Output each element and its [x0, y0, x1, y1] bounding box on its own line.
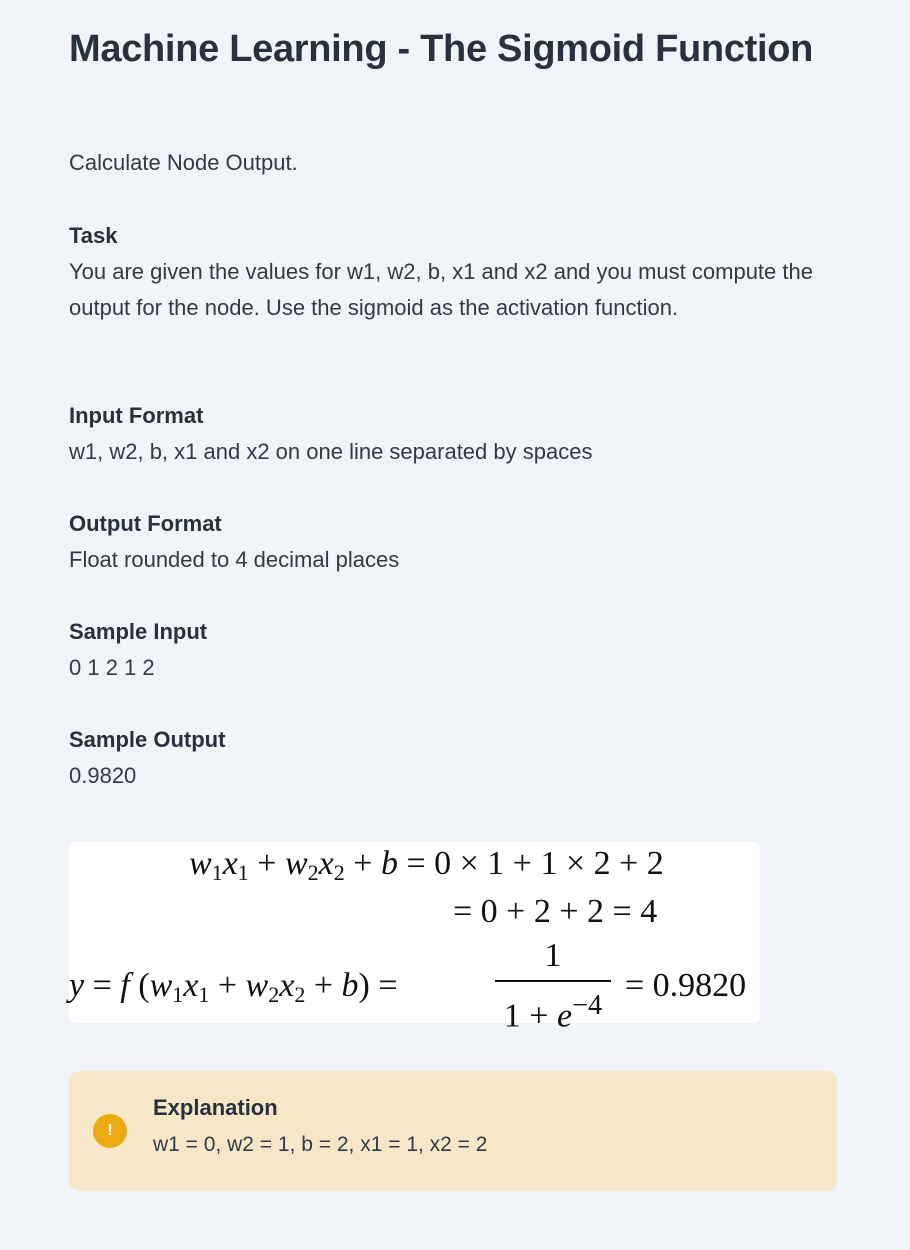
formula-image: [69, 842, 760, 1035]
output-format-body: Float rounded to 4 decimal places: [69, 547, 400, 572]
sigmoid-fraction: [495, 936, 611, 1036]
sample-output-section: [69, 722, 829, 794]
sample-input-body: 0 1 2 1 2: [69, 655, 155, 680]
sample-output-heading: Sample Output: [69, 727, 226, 752]
fraction-numerator: 1: [544, 937, 562, 974]
fraction-bar: [495, 980, 611, 982]
exclamation-icon: !: [93, 1114, 127, 1148]
input-format-body: w1, w2, b, x1 and x2 on one line separated by spaces: [69, 439, 593, 464]
callout-text: w1 = 0, w2 = 1, b = 2, x1 = 1, x2 = 2: [153, 1133, 488, 1156]
output-format-heading: Output Format: [69, 511, 222, 536]
formula-line-1: $w_1x_1 + w_2x_2 + b = 0 \times 1 + 1 \times 2 + 2$: [189, 845, 664, 885]
page-title: Machine Learning - The Sigmoid Function: [69, 28, 814, 70]
task-heading: Task: [69, 223, 118, 248]
sample-output-body: 0.9820: [69, 763, 137, 788]
fraction-denominator: $1 + e^{-4}$: [503, 990, 603, 1035]
formula-line-2: = 0 + 2 + 2 = 4: [453, 893, 658, 930]
sample-input-section: [69, 614, 829, 686]
task-section: [69, 218, 829, 326]
formula-line-3-lhs: y = f $(w_1x_1 + w_2x_2 + b)$ =: [69, 967, 398, 1007]
output-format-section: [69, 506, 829, 578]
fraction-exponent: −4: [572, 990, 603, 1021]
formula-line-1-rhs: = 0 × 1 + 1 × 2 + 2: [406, 845, 664, 882]
input-format-section: [69, 398, 829, 470]
callout-title: Explanation: [153, 1095, 278, 1120]
formula-result: = 0.9820: [625, 967, 747, 1004]
input-format-heading: Input Format: [69, 403, 204, 428]
explanation-callout: [69, 1071, 837, 1191]
task-body: You are given the values for w1, w2, b, x1 and x2 and you must compute the output for the node. Use the sigmoid as the activation function.: [69, 259, 813, 320]
sample-input-heading: Sample Input: [69, 619, 208, 644]
intro-text: Calculate Node Output.: [69, 150, 298, 175]
